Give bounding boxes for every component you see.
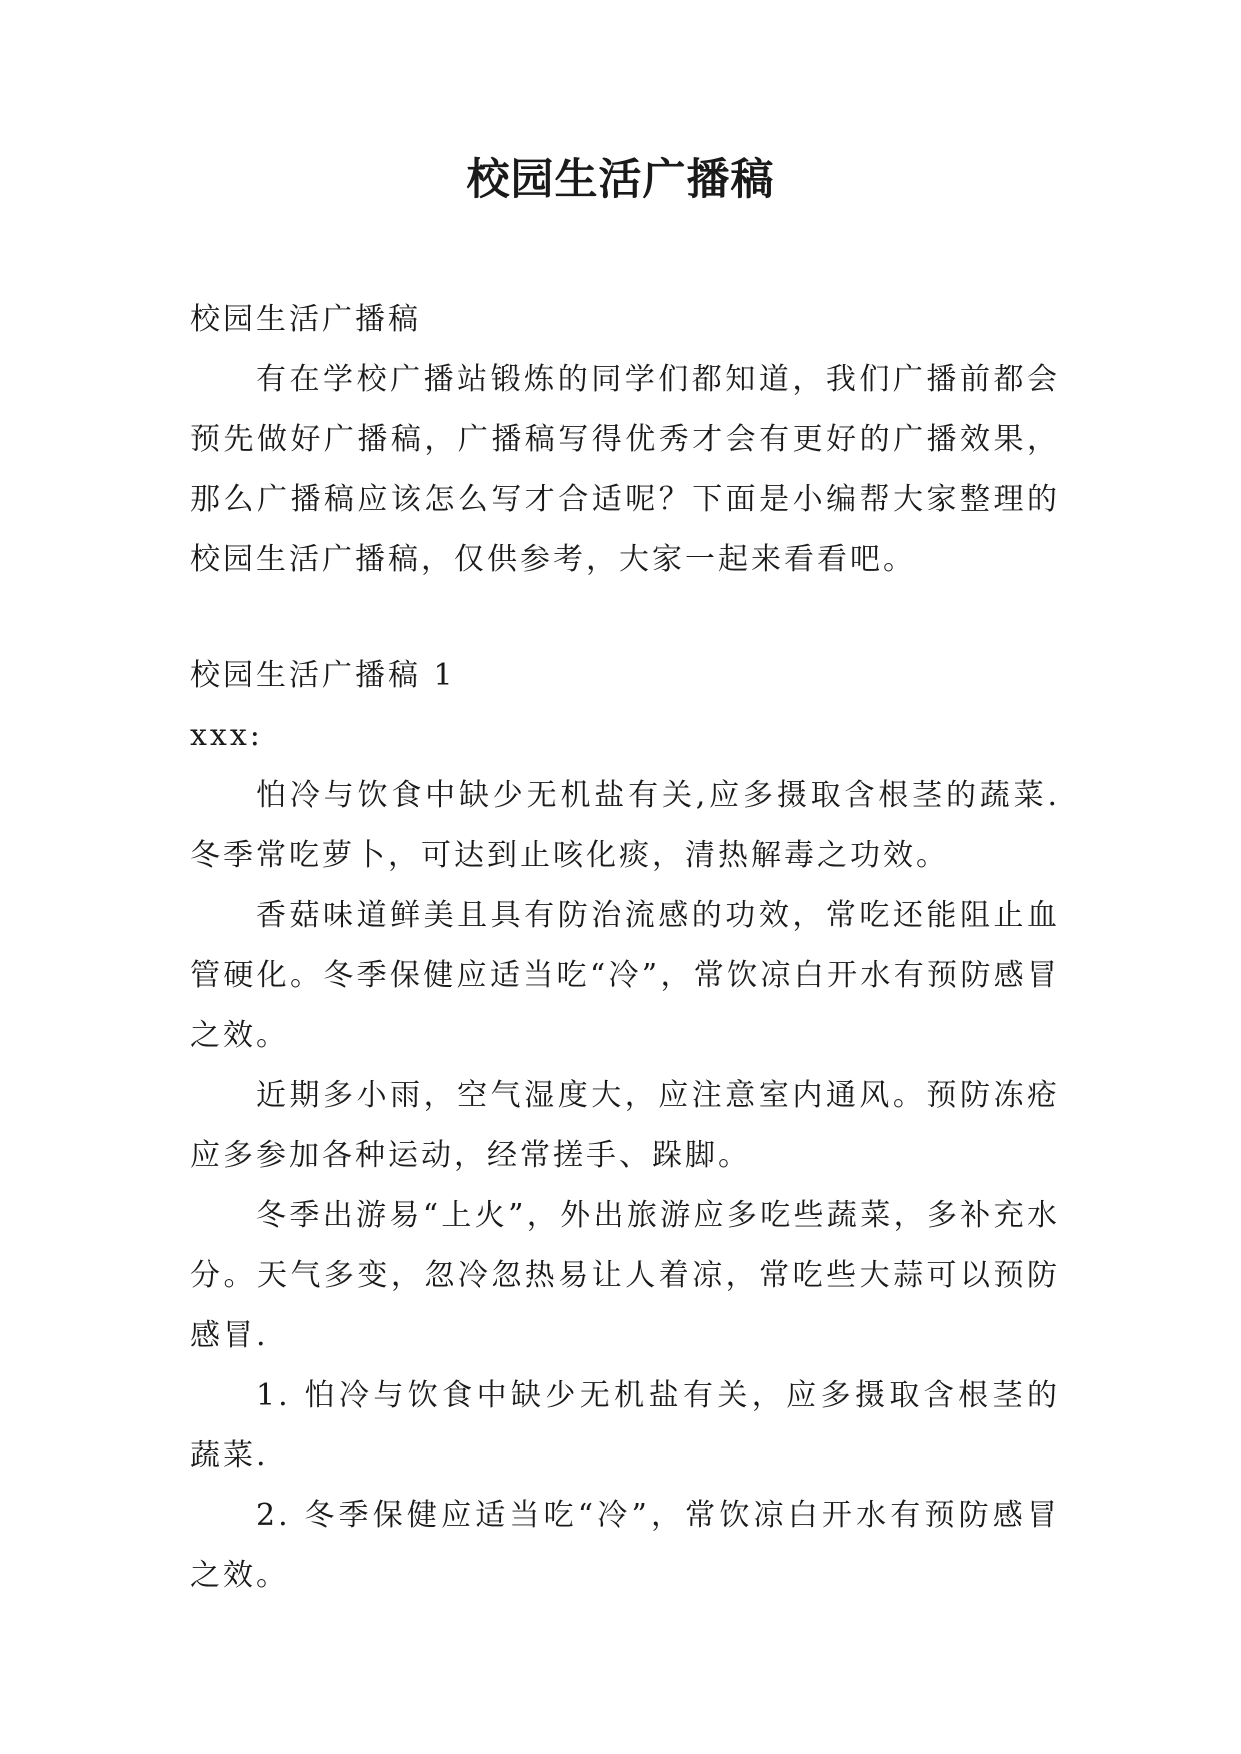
numbered-item: 2. 冬季保健应适当吃“冷”，常饮凉白开水有预防感冒之效。 [190,1498,1060,1593]
document-body [190,290,1060,1606]
body-paragraph: 香菇味道鲜美且具有防治流感的功效，常吃还能阻止血管硬化。冬季保健应适当吃“冷”，常饮凉白开水有预防感冒之效。 [190,898,1060,1053]
body-paragraph: 近期多小雨，空气湿度大，应注意室内通风。预防冻疮应多参加各种运动，经常搓手、跺脚。 [190,1078,1060,1173]
body-paragraph: 冬季出游易“上火”，外出旅游应多吃些蔬菜，多补充水分。天气多变，忽冷忽热易让人着凉，常吃些大蒜可以预防感冒. [190,1198,1060,1353]
body-paragraph: 怕冷与饮食中缺少无机盐有关,应多摄取含根茎的蔬菜.冬季常吃萝卜，可达到止咳化痰，清热解毒之功效。 [190,778,1060,873]
document-subtitle: 校园生活广播稿 [190,302,421,337]
section-heading: 校园生活广播稿 1 [190,658,456,693]
salutation: xxx: [190,718,263,753]
numbered-item: 1. 怕冷与饮食中缺少无机盐有关，应多摄取含根茎的蔬菜. [190,1378,1060,1473]
intro-paragraph: 有在学校广播站锻炼的同学们都知道，我们广播前都会预先做好广播稿，广播稿写得优秀才会有更好的广播效果，那么广播稿应该怎么写才合适呢？下面是小编帮大家整理的校园生活广播稿，仅供参考，大家一起来看看吧。 [190,362,1060,577]
document-title: 校园生活广播稿 [466,155,775,205]
